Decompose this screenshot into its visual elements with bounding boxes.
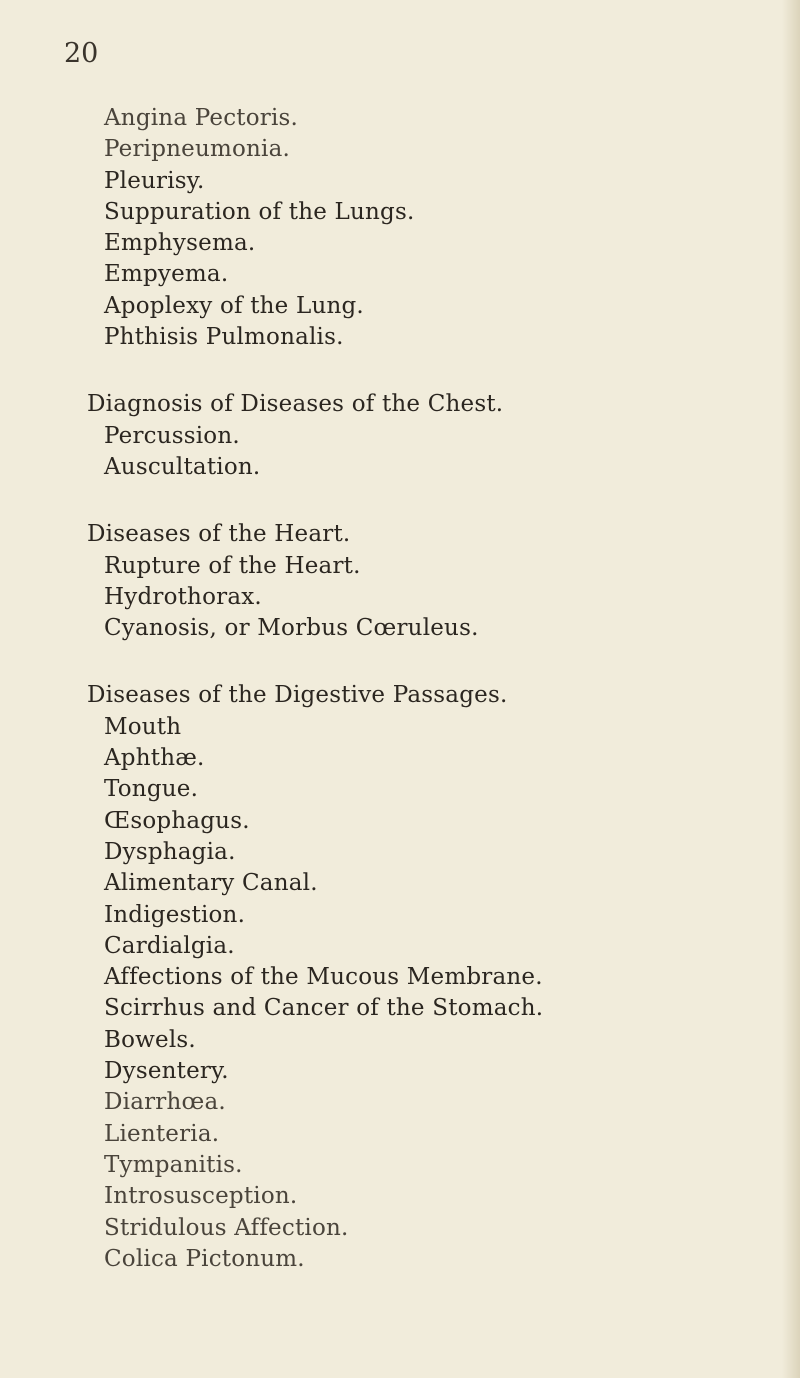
list-item: Indigestion.	[104, 901, 246, 928]
list-item: Stridulous Affection.	[104, 1214, 349, 1241]
list-item: Introsusception.	[104, 1183, 298, 1210]
list-item: Angina Pectoris.	[104, 105, 299, 131]
list-item: Mouth	[104, 713, 182, 740]
page-edge-shadow	[782, 0, 800, 1378]
section-heading: Diseases of the Heart.	[87, 521, 351, 548]
section-digestive	[87, 680, 774, 1275]
list-item: Cyanosis, or Morbus Cœruleus.	[104, 615, 479, 642]
list-item: Diarrhœa.	[104, 1089, 226, 1116]
list-item: Colica Pictonum.	[104, 1245, 305, 1272]
list-item: Cardialgia.	[104, 932, 235, 959]
list-item: Tympanitis.	[104, 1151, 243, 1178]
list-item: Percussion.	[104, 422, 240, 449]
list-item: Auscultation.	[104, 453, 261, 480]
list-item: Dysentery.	[104, 1058, 229, 1085]
list-item: Apoplexy of the Lung.	[104, 292, 364, 319]
section-chest-diseases	[104, 103, 774, 353]
list-item: Affections of the Mucous Membrane.	[104, 964, 543, 991]
section-diagnosis	[87, 389, 774, 483]
list-item: Aphthæ.	[104, 745, 205, 772]
list-item: Pleurisy.	[104, 167, 205, 194]
page-number: 20	[64, 38, 99, 69]
section-heading: Diagnosis of Diseases of the Chest.	[87, 391, 504, 418]
list-item: Alimentary Canal.	[104, 870, 318, 897]
contents-list	[87, 103, 774, 1311]
list-item: Bowels.	[104, 1026, 196, 1053]
section-heading: Diseases of the Digestive Passages.	[87, 682, 508, 709]
list-item: Phthisis Pulmonalis.	[104, 324, 344, 351]
list-item: Œsophagus.	[104, 807, 250, 834]
list-item: Tongue.	[104, 776, 199, 803]
section-heart	[87, 519, 774, 644]
list-item: Rupture of the Heart.	[104, 552, 361, 579]
list-item: Peripneumonia.	[104, 136, 291, 163]
list-item: Dysphagia.	[104, 838, 236, 865]
list-item: Empyema.	[104, 261, 229, 288]
list-item: Scirrhus and Cancer of the Stomach.	[104, 995, 544, 1022]
list-item: Suppuration of the Lungs.	[104, 198, 415, 225]
list-item: Emphysema.	[104, 230, 256, 257]
list-item: Lienteria.	[104, 1120, 220, 1147]
list-item: Hydrothorax.	[104, 583, 262, 610]
